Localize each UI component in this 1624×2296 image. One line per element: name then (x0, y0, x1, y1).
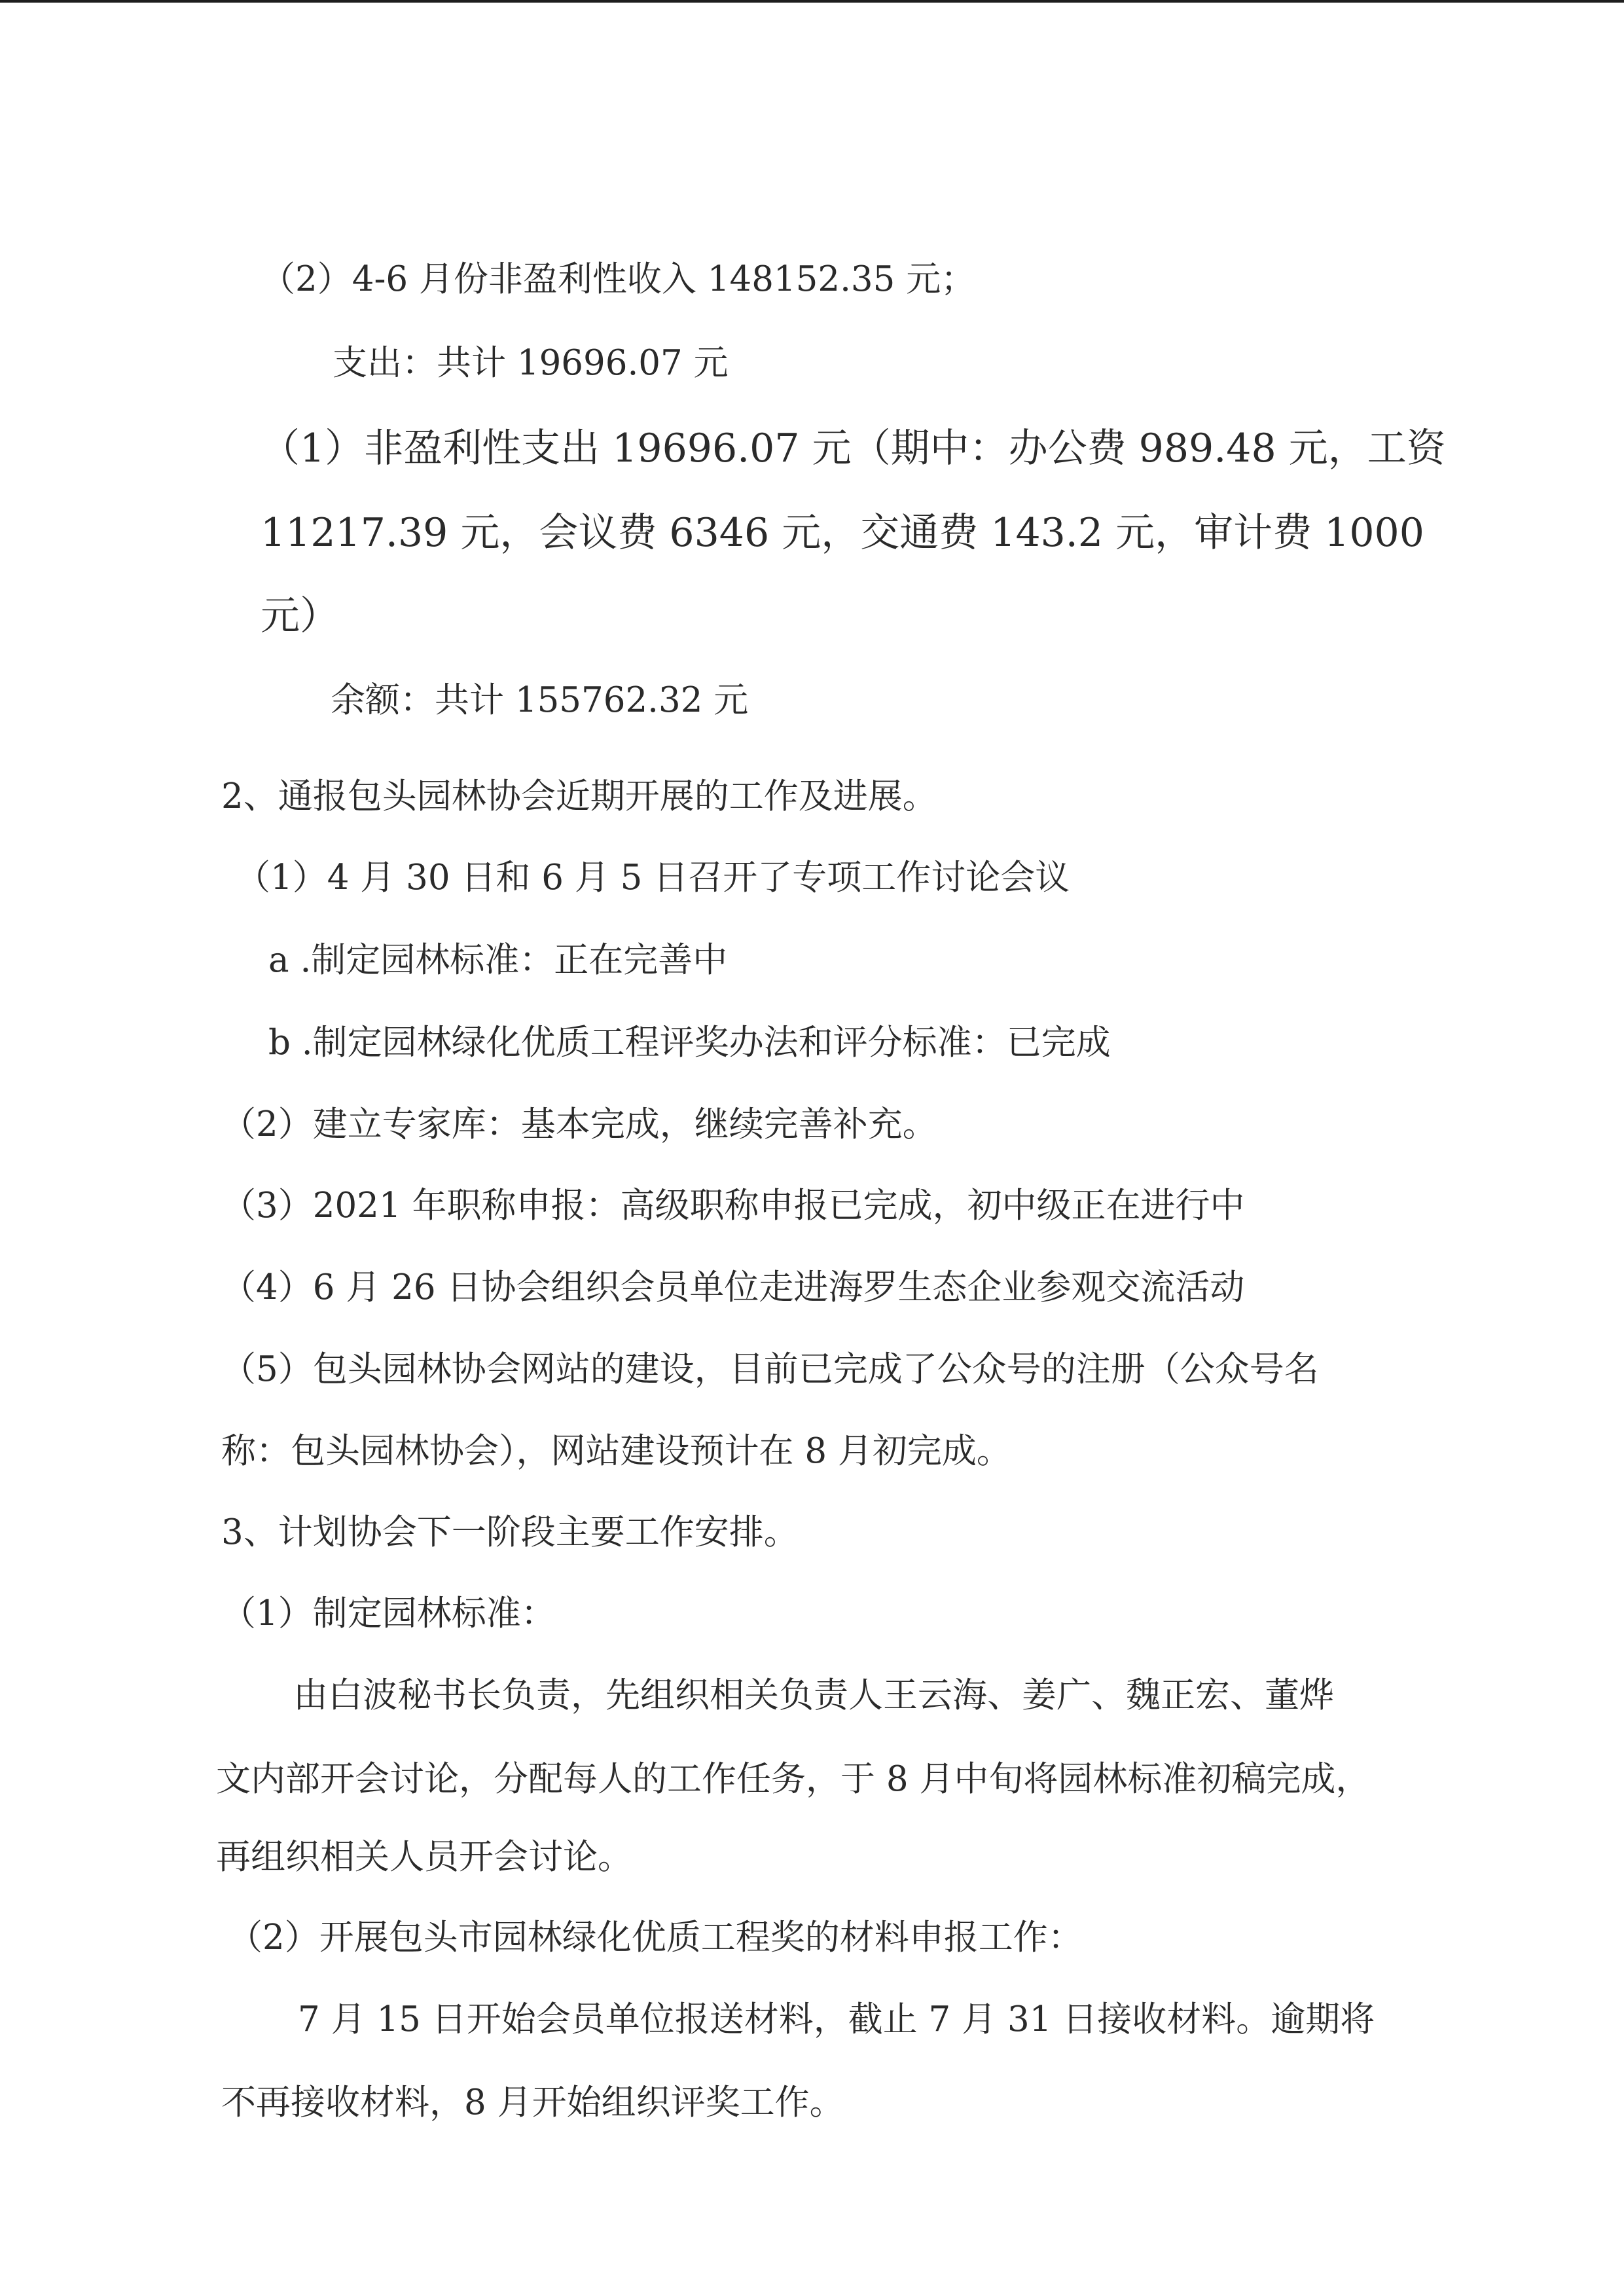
expense-detail-line-3: 元） (261, 593, 339, 639)
section3-item1-body-line3: 再组织相关人员开会讨论。 (216, 1837, 632, 1877)
section3-item2-body-line1: 7 月 15 日开始会员单位报送材料，截止 7 月 31 日接收材料。逾期将 (298, 1999, 1375, 2039)
expense-total: 支出：共计 19696.07 元 (333, 343, 729, 383)
section3-item2-body-line2: 不再接收材料，8 月开始组织评奖工作。 (221, 2083, 844, 2123)
section3-item1: （1）制定园林标准： (221, 1594, 556, 1633)
section2-item5-line2: 称：包头园林协会），网站建设预计在 8 月初完成。 (221, 1431, 1011, 1471)
income-line: （2）4-6 月份非盈利性收入 148152.35 元； (261, 259, 976, 299)
expense-detail-line-1: （1）非盈利性支出 19696.07 元（期中：办公费 989.48 元，工资 (261, 426, 1446, 471)
section2-item2: （2）建立专家库：基本完成，继续完善补充。 (221, 1104, 937, 1144)
expense-detail-line-2: 11217.39 元，会议费 6346 元，交通费 143.2 元，审计费 1000 (261, 510, 1424, 556)
section2-item1b: b .制定园林绿化优质工程评奖办法和评分标准：已完成 (268, 1023, 1111, 1063)
section3-item1-body-line1: 由白波秘书长负责，先组织相关负责人王云海、姜广、魏正宏、董烨 (293, 1675, 1334, 1715)
section2-item1: （1）4 月 30 日和 6 月 5 日召开了专项工作讨论会议 (236, 858, 1070, 898)
section2-item4: （4）6 月 26 日协会组织会员单位走进海罗生态企业参观交流活动 (221, 1267, 1245, 1307)
section3-item2: （2）开展包头市园林绿化优质工程奖的材料申报工作： (228, 1918, 1083, 1958)
section2-item5-line1: （5）包头园林协会网站的建设，目前已完成了公众号的注册（公众号名 (221, 1349, 1319, 1389)
section3-item1-body-line2: 文内部开会讨论，分配每人的工作任务，于 8 月中旬将园林标准初稿完成， (216, 1759, 1371, 1799)
section2-item1a: a .制定园林标准：正在完善中 (268, 940, 728, 980)
balance-line: 余额：共计 155762.32 元 (331, 680, 749, 720)
scan-top-edge (0, 0, 1624, 3)
section3-heading: 3、计划协会下一阶段主要工作安排。 (221, 1512, 799, 1552)
section2-item3: （3）2021 年职称申报：高级职称申报已完成，初中级正在进行中 (221, 1186, 1245, 1226)
section2-heading: 2、通报包头园林协会近期开展的工作及进展。 (221, 776, 937, 816)
